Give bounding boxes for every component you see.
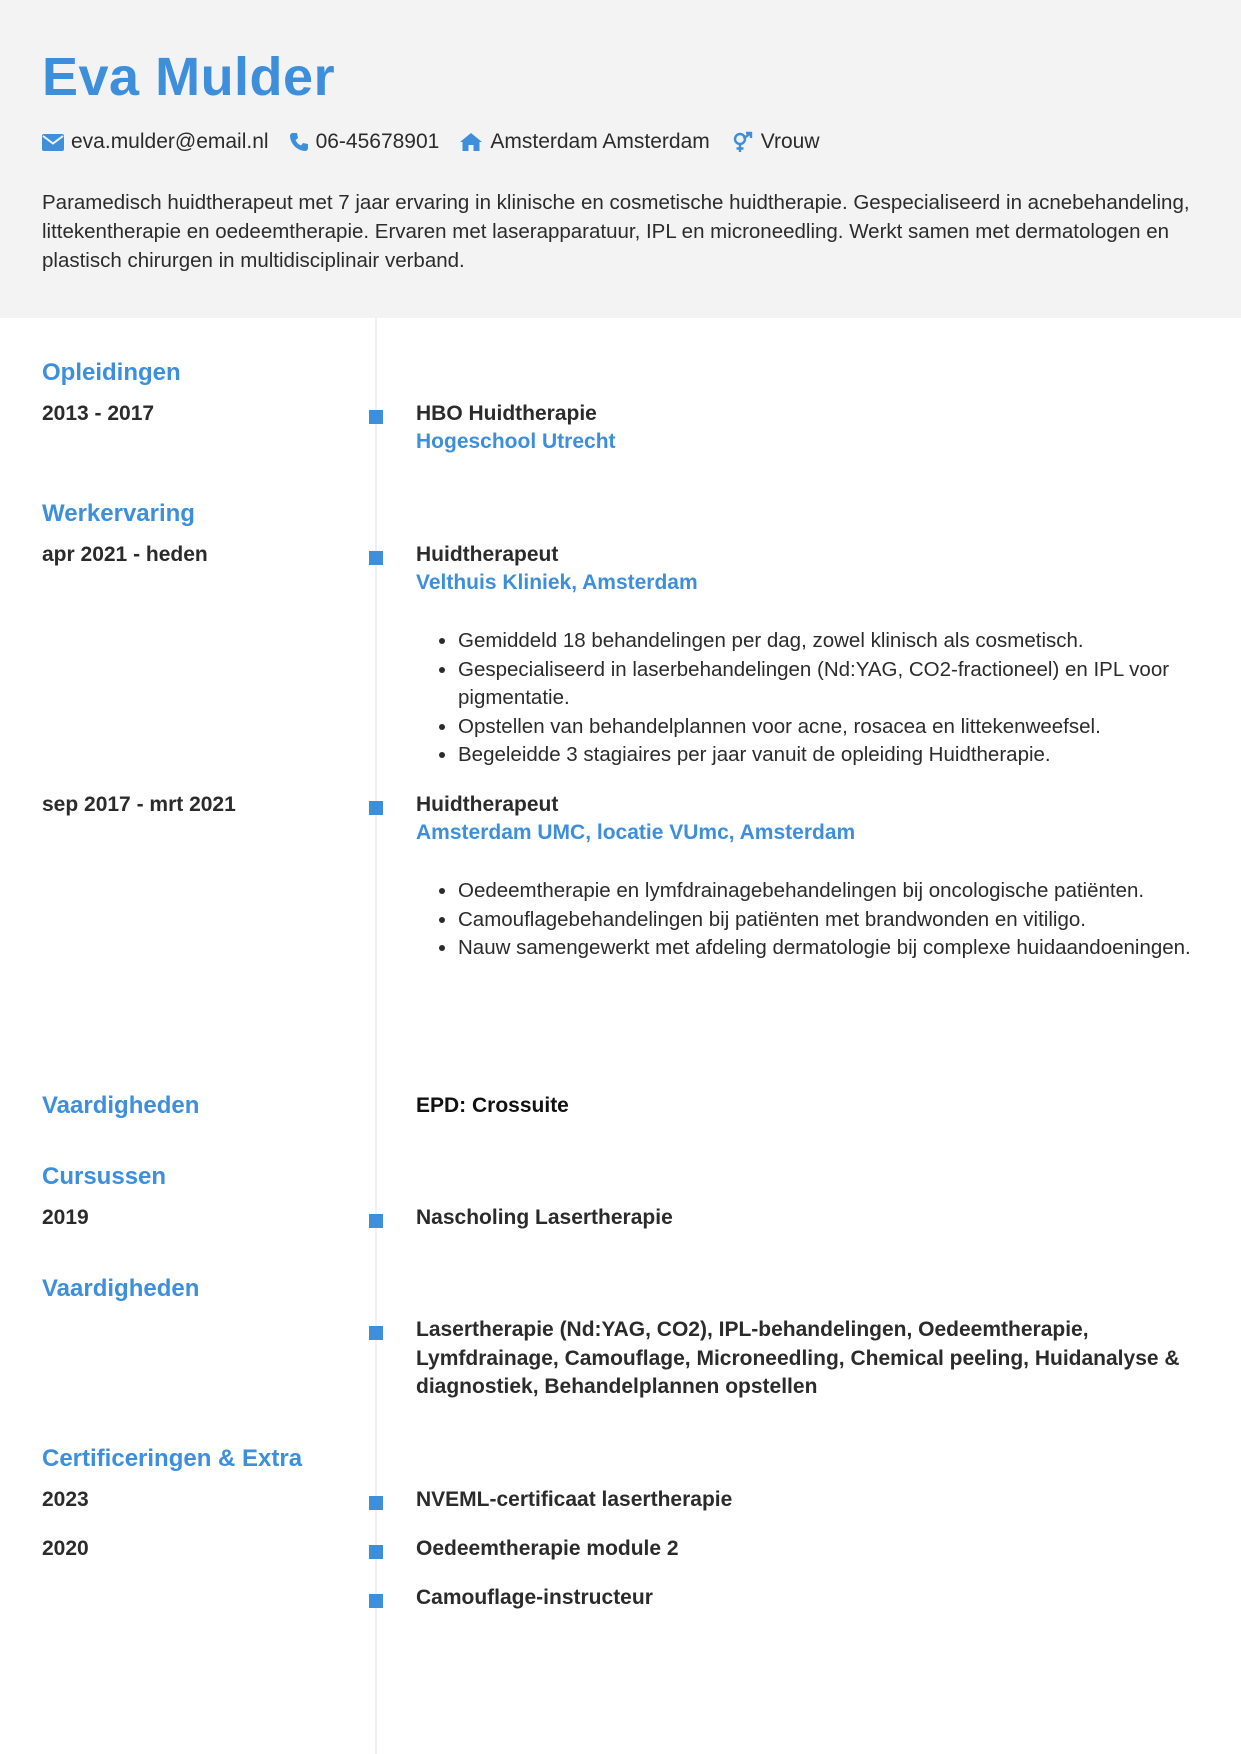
contact-phone — [289, 130, 440, 154]
certification-title: Oedeemtherapie module 2 — [416, 1537, 679, 1560]
course-year: 2019 — [42, 1206, 89, 1229]
phone-icon — [289, 132, 309, 152]
header-panel — [0, 0, 1241, 318]
location-text: Amsterdam Amsterdam — [490, 130, 710, 153]
list-item: • Begeleidde 3 stagiaires per jaar vanuit de opleiding Huidtherapie. — [458, 741, 1241, 770]
section-heading-courses: Cursussen — [42, 1163, 167, 1190]
list-item: • Nauw samengewerkt met afdeling dermatologie bij complexe huidaandoeningen. — [458, 934, 1241, 963]
timeline-marker — [369, 1545, 383, 1559]
skills-list: Lasertherapie (Nd:YAG, CO2), IPL-behandelingen, Oedeemtherapie, Lymfdrainage, Camouflage, Microneedling, Chemical peeling, Huidanalyse & diagnostiek, Behandelplannen opstellen — [416, 1318, 1180, 1398]
section-heading-certifications: Certificeringen & Extra — [42, 1445, 303, 1472]
education-institution: Hogeschool Utrecht — [416, 430, 616, 453]
certification-title: NVEML-certificaat lasertherapie — [416, 1488, 733, 1511]
list-item: • Gespecialiseerd in laserbehandelingen (Nd:YAG, CO2-fractioneel) en IPL voor pigmentatie. — [458, 656, 1241, 713]
job-responsibilities — [416, 627, 1241, 770]
experience-period: sep 2017 - mrt 2021 — [42, 793, 236, 816]
certification-year: 2020 — [42, 1537, 89, 1560]
timeline-divider — [375, 318, 377, 1754]
timeline-marker — [369, 801, 383, 815]
email-text: eva.mulder@email.nl — [71, 130, 269, 153]
experience-period: apr 2021 - heden — [42, 543, 208, 566]
section-heading-skills: Vaardigheden — [42, 1275, 200, 1302]
timeline-marker — [369, 1496, 383, 1510]
job-employer: Velthuis Kliniek, Amsterdam — [416, 571, 698, 594]
education-period: 2013 - 2017 — [42, 402, 155, 425]
contact-email — [42, 130, 269, 154]
contact-gender — [730, 130, 820, 154]
gender-text: Vrouw — [760, 130, 820, 153]
certification-title: Camouflage-instructeur — [416, 1586, 653, 1609]
list-item: • Camouflagebehandelingen bij patiënten met brandwonden en vitiligo. — [458, 906, 1241, 935]
contact-location — [459, 130, 709, 154]
candidate-name: Eva Mulder — [42, 47, 336, 107]
envelope-icon — [42, 134, 64, 151]
list-item: • Oedeemtherapie en lymfdrainagebehandelingen bij oncologische patiënten. — [458, 877, 1241, 906]
section-heading-education: Opleidingen — [42, 359, 181, 386]
house-icon — [459, 132, 483, 152]
job-responsibilities — [416, 877, 1241, 963]
education-degree: HBO Huidtherapie — [416, 402, 597, 425]
timeline-marker — [369, 1326, 383, 1340]
skills-text: EPD: Crossuite — [416, 1094, 569, 1117]
timeline-marker — [369, 1214, 383, 1228]
timeline-marker — [369, 1594, 383, 1608]
course-title: Nascholing Lasertherapie — [416, 1206, 673, 1229]
phone-text: 06-45678901 — [315, 130, 440, 153]
section-heading-experience: Werkervaring — [42, 500, 195, 527]
timeline-marker — [369, 551, 383, 565]
contact-bar — [42, 126, 840, 158]
job-title: Huidtherapeut — [416, 543, 559, 566]
gender-icon — [730, 131, 754, 153]
timeline-marker — [369, 410, 383, 424]
certification-year: 2023 — [42, 1488, 89, 1511]
profile-summary: Paramedisch huidtherapeut met 7 jaar ervaring in klinische en cosmetische huidtherapie. Gespecialiseerd in acnebehandeling, littekentherapie en oedeemtherapie. Ervaren met laserapparatuur, IPL en microneedling. Werkt samen met dermatologen en plastisch chirurgen in multidisciplinair verband. — [42, 191, 1190, 272]
list-item: • Gemiddeld 18 behandelingen per dag, zowel klinisch als cosmetisch. — [458, 627, 1241, 656]
job-title: Huidtherapeut — [416, 793, 559, 816]
job-employer: Amsterdam UMC, locatie VUmc, Amsterdam — [416, 821, 856, 844]
list-item: • Opstellen van behandelplannen voor acne, rosacea en littekenweefsel. — [458, 713, 1241, 742]
section-heading-skills: Vaardigheden — [42, 1092, 200, 1119]
